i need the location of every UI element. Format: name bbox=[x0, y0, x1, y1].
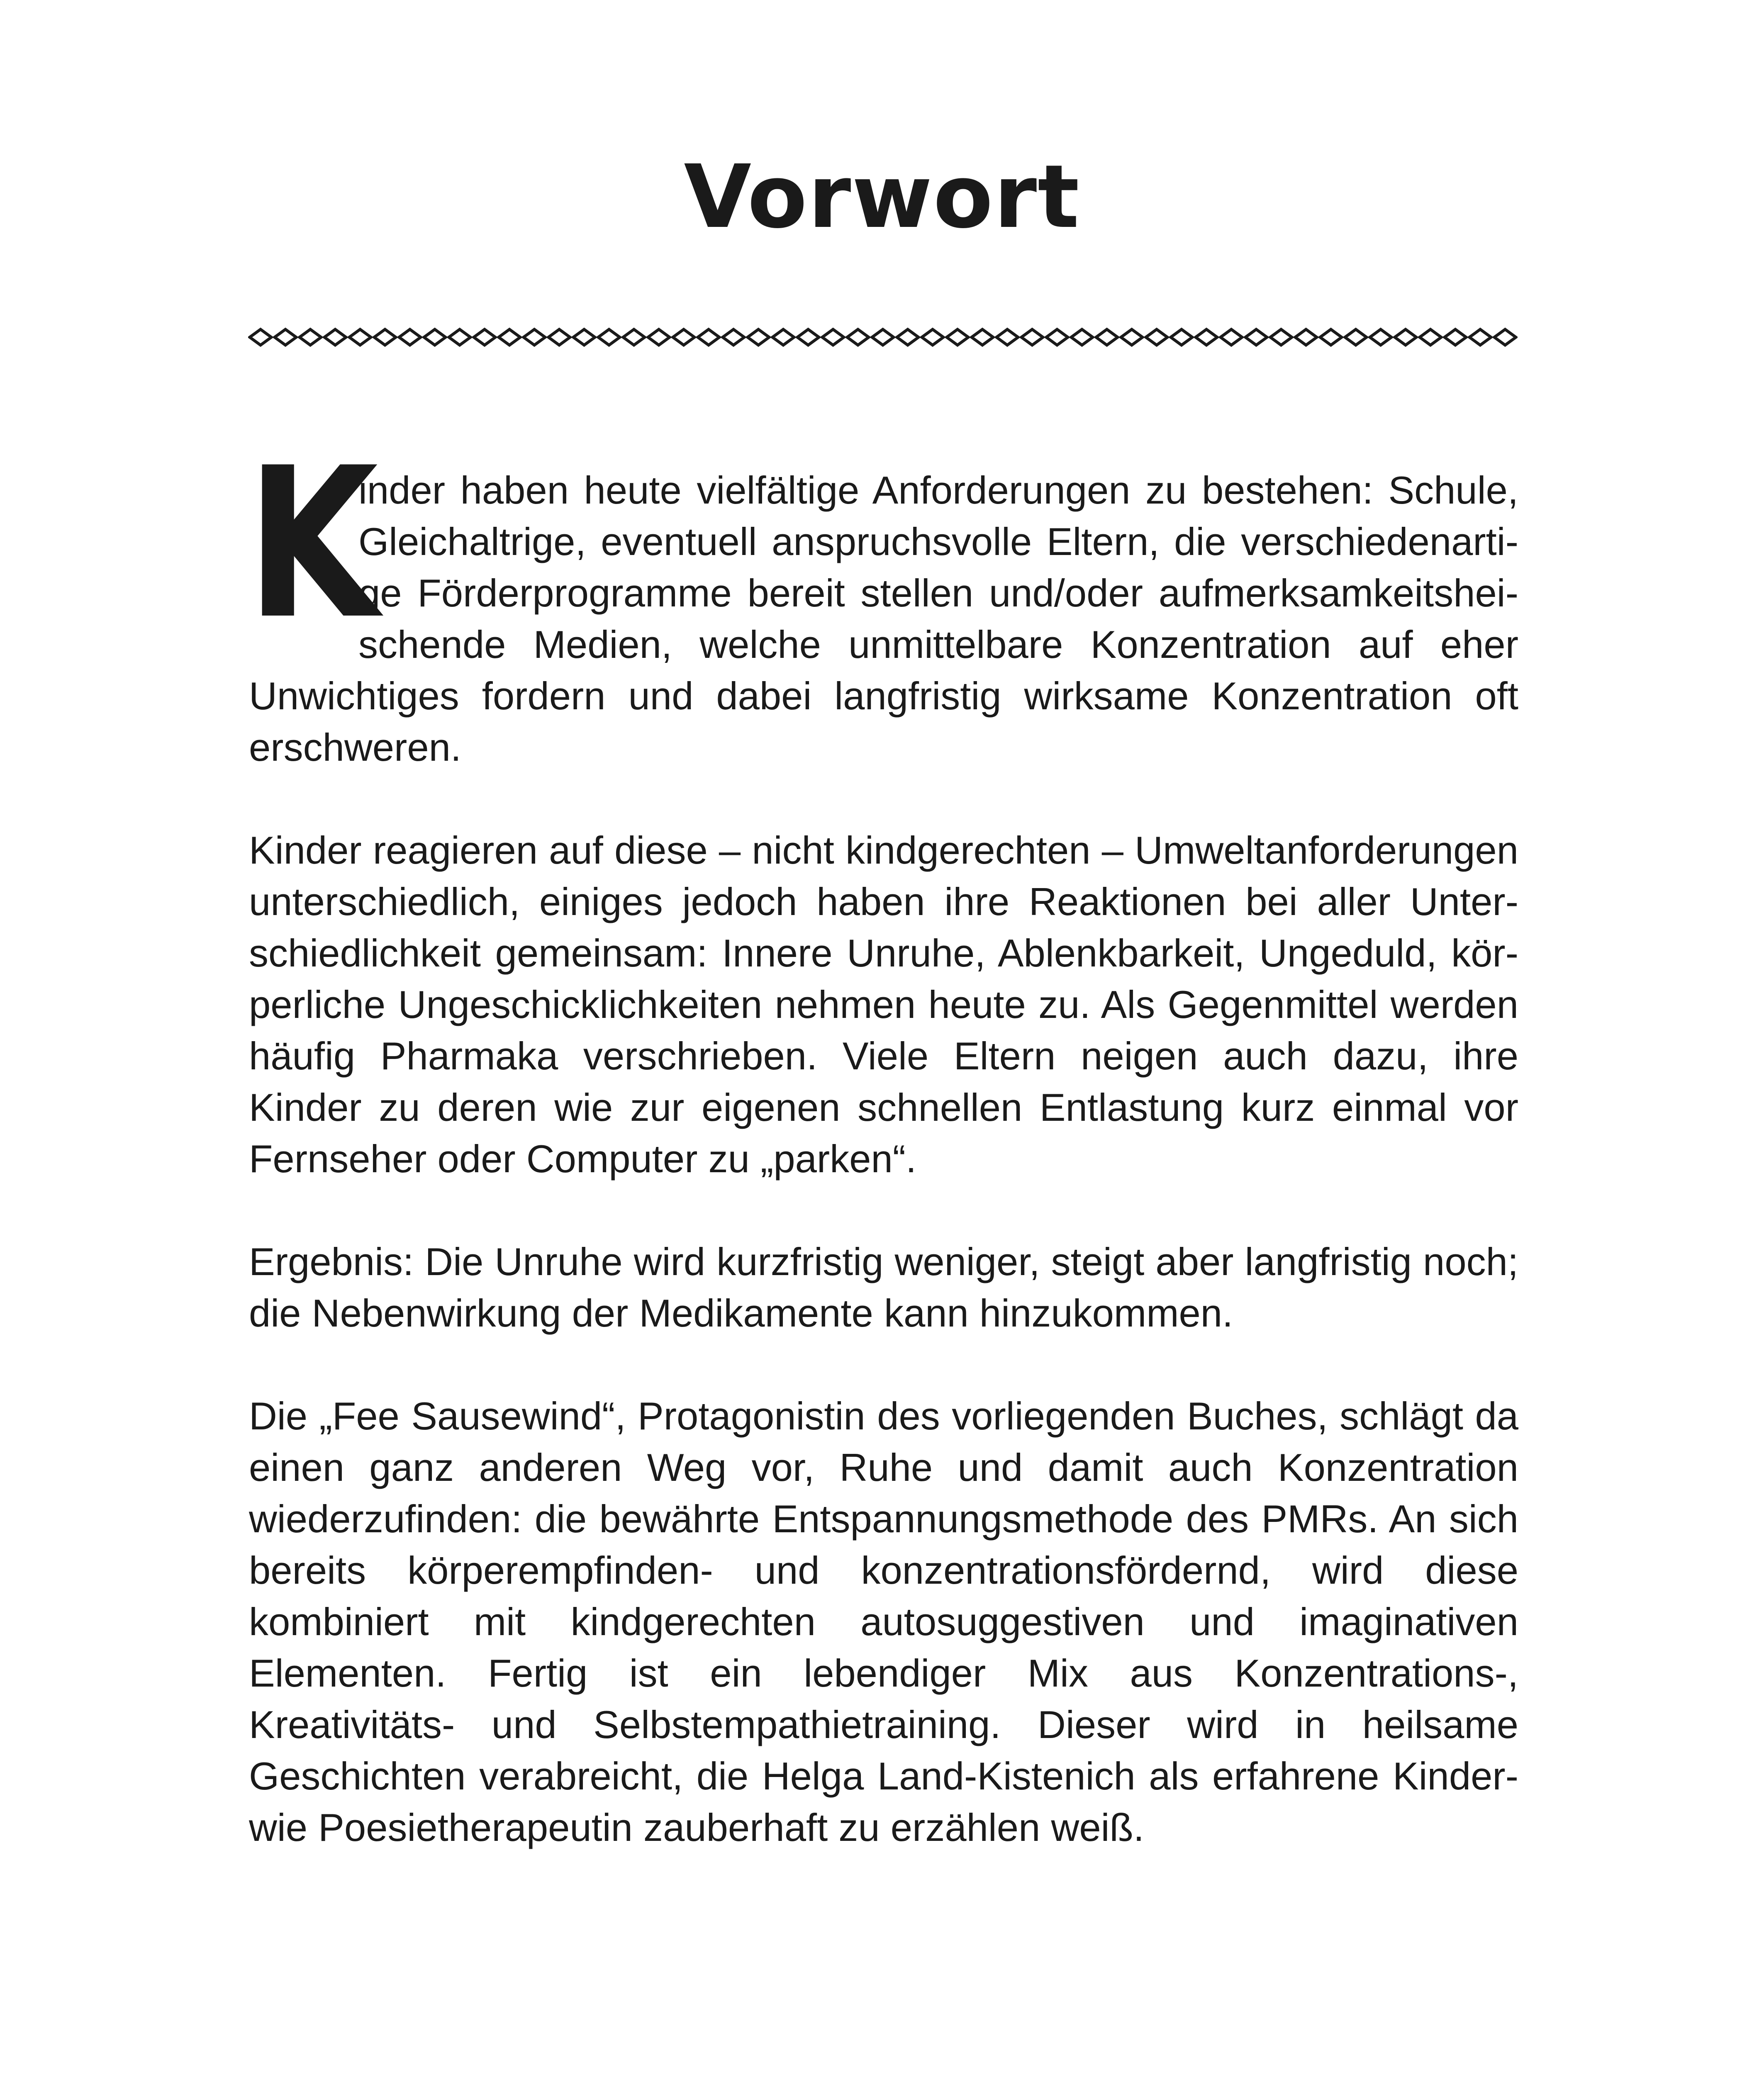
drop-cap: K bbox=[246, 423, 378, 665]
paragraph-4: Die „Fee Sausewind“, Protagonistin des vorliegenden Buches, schlägt da einen ganz anderen Weg vor, Ruhe und damit auch Konzentration wiederzufinden: die bewährte Entspannungsmethode des PMRs. An sich bereits körperempfinden- und konzentrationsfördernd, wird diese kombiniert mit kindgerechten autosuggestiven und imaginativen Elementen. Fertig ist ein lebendiger Mix aus Konzentrations-, Kreativitäts- und Selbstempathietraining. Dieser wird in heilsame Geschichten verabreicht, die Helga Land-Kistenich als erfahrene Kinder- wie Poesietherapeutin zauberhaft zu erzählen weiß. bbox=[249, 1394, 1518, 1849]
foreword-body bbox=[246, 423, 1518, 1853]
paragraph-2: Kinder reagieren auf diese – nicht kindgerechten – Umweltanforderungen unterschiedlich, einiges jedoch haben ihre Reaktionen bei aller Unterschiedlichkeit gemeinsam: Innere Unruhe, Ablenkbarkeit, Ungeduld, körperliche Ungeschicklichkeiten nehmen heute zu. Als Gegenmittel werden häufig Pharmaka verschrieben. Viele Eltern neigen auch dazu, ihre Kinder zu deren wie zur eigenen schnellen Entlastung kurz einmal vor Fernseher oder Computer zu „parken“. bbox=[249, 828, 1518, 1181]
paragraph-1-text: inder haben heute vielfältige Anforderungen zu bestehen: Schule, Gleichaltrige, eventuell anspruchsvolle Eltern, die verschiedenartige Förderprogramme bereit stellen und/oder aufmerksamkeitsheischende Medien, welche unmittelbare Konzentration auf eher Unwichtiges fordern und dabei langfristig wirksame Konzentration oft erschweren. bbox=[249, 468, 1518, 769]
paragraph-3: Ergebnis: Die Unruhe wird kurzfristig weniger, steigt aber langfristig noch; die Nebenwirkung der Medikamente kann hinzukommen. bbox=[249, 1240, 1518, 1335]
diamond-chain-icon bbox=[248, 323, 1518, 352]
paragraph-1 bbox=[246, 423, 1518, 773]
page-title: Vorwort bbox=[684, 146, 1080, 248]
